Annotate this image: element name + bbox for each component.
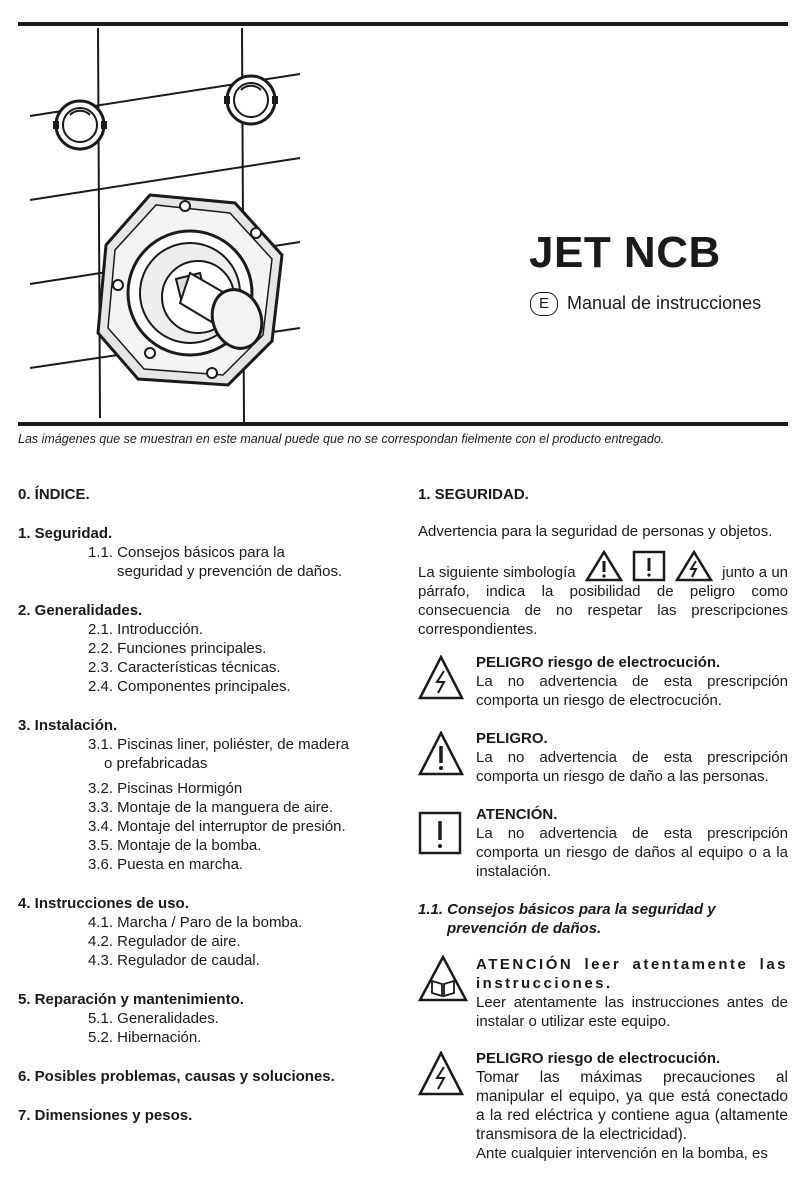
toc-section-1 (18, 524, 388, 581)
symbology-paragraph (418, 548, 788, 639)
toc-item[interactable]: 4.1. Marcha / Paro de la bomba. (88, 914, 303, 931)
image-disclaimer: Las imágenes que se muestran en este manual puede que no se correspondan fielmente con el producto entregado. (18, 432, 665, 446)
language-badge: E (530, 292, 558, 316)
toc-section-3 (18, 716, 388, 874)
toc-item[interactable]: 5.1. Generalidades. (88, 1010, 219, 1027)
toc-item[interactable]: 2.3. Características técnicas. (88, 659, 281, 676)
toc-heading[interactable]: 3. Instalación. (18, 717, 118, 734)
toc-item[interactable]: 2.2. Funciones principales. (88, 640, 267, 657)
air-button-right (224, 76, 278, 124)
high-voltage-warning-icon (418, 655, 464, 701)
toc-item-continued[interactable]: o prefabricadas (104, 755, 208, 772)
exclamation-triangle-icon (418, 731, 464, 777)
symbology-after: junto a un (722, 564, 788, 581)
advice-electrocution (418, 1049, 788, 1169)
warning-title: PELIGRO riesgo de electrocución. (476, 654, 721, 671)
manual-subtitle: Manual de instrucciones (567, 293, 762, 313)
toc-item[interactable]: 4.2. Regulador de aire. (88, 933, 241, 950)
open-book-warning-icon (418, 955, 468, 1003)
warning-electrocution (418, 653, 788, 713)
toc-section-5 (18, 990, 388, 1047)
warning-text: La no advertencia de esta prescripción comporta un riesgo de daño a las personas. (476, 749, 788, 785)
toc-heading[interactable]: 6. Posibles problemas, causas y soluciones. (18, 1068, 335, 1085)
top-rule (18, 22, 788, 26)
subsection-title (418, 900, 788, 938)
safety-title: 1. SEGURIDAD. (418, 486, 529, 503)
advice-read-instructions (418, 955, 788, 1035)
warning-title: ATENCIÓN. (476, 806, 558, 823)
warning-text: La no advertencia de esta prescripción comporta un riesgo de electrocución. (476, 673, 788, 709)
toc-section-2 (18, 601, 388, 696)
advice-text: Tomar las máximas precauciones al manipular el equipo, ya que está conectado a la red eléctrica y contiene agua (altamente transmisora de la electricidad). (476, 1069, 788, 1143)
toc-item[interactable]: 3.6. Puesta en marcha. (88, 856, 244, 873)
symbology-rest: párrafo, indica la posibilidad de peligro como consecuencia de no respetar las prescripciones correspondientes. (418, 583, 788, 638)
advice-title: ATENCIÓN leer atentamente las instrucciones. (476, 956, 788, 992)
toc-heading[interactable]: 5. Reparación y mantenimiento. (18, 991, 244, 1008)
warning-text: La no advertencia de esta prescripción comporta un riesgo de daños al equipo o a la instalación. (476, 825, 788, 880)
toc-item[interactable]: 2.1. Introducción. (88, 621, 204, 638)
advice-title: PELIGRO riesgo de electrocución. (476, 1050, 721, 1067)
exclamation-square-icon (418, 811, 462, 855)
toc-section-7 (18, 1106, 388, 1125)
subsection-title-line2: prevención de daños. (447, 920, 602, 937)
warning-title: PELIGRO. (476, 730, 548, 747)
subsection-title-line1: 1.1. Consejos básicos para la seguridad y (418, 901, 716, 918)
toc-item[interactable]: 3.2. Piscinas Hormigón (88, 780, 243, 797)
exclamation-triangle-icon (585, 550, 623, 582)
safety-intro: Advertencia para la seguridad de personas y objetos. (418, 523, 773, 540)
toc-item[interactable]: 3.3. Montaje de la manguera de aire. (88, 799, 334, 816)
product-title: JET NCB (529, 228, 721, 277)
high-voltage-warning-icon (675, 550, 713, 582)
toc-item[interactable]: 3.1. Piscinas liner, poliéster, de madera (88, 736, 349, 753)
toc-item[interactable]: 1.1. Consejos básicos para la (88, 544, 285, 561)
toc-item[interactable]: 4.3. Regulador de caudal. (88, 952, 260, 969)
toc-heading[interactable]: 1. Seguridad. (18, 525, 113, 542)
symbology-before: La siguiente simbología (418, 564, 576, 581)
table-of-contents (18, 485, 388, 1125)
toc-item[interactable]: 3.5. Montaje de la bomba. (88, 837, 262, 854)
exclamation-square-icon (632, 550, 666, 582)
toc-item[interactable]: 5.2. Hibernación. (88, 1029, 202, 1046)
header-bottom-rule (18, 422, 788, 426)
advice-text: Leer atentamente las instrucciones antes de instalar o utilizar este equipo. (476, 994, 788, 1030)
toc-section-4 (18, 894, 388, 970)
toc-heading[interactable]: 4. Instrucciones de uso. (18, 895, 189, 912)
toc-item[interactable]: 3.4. Montaje del interruptor de presión. (88, 818, 346, 835)
toc-item-continued[interactable]: seguridad y prevención de daños. (117, 563, 343, 580)
warning-danger (418, 729, 788, 789)
index-title: 0. ÍNDICE. (18, 486, 90, 503)
toc-item[interactable]: 2.4. Componentes principales. (88, 678, 291, 695)
toc-heading[interactable]: 7. Dimensiones y pesos. (18, 1107, 193, 1124)
advice-text-continued: Ante cualquier intervención en la bomba, es (476, 1145, 768, 1162)
warning-attention (418, 805, 788, 885)
high-voltage-warning-icon (418, 1051, 464, 1097)
toc-heading[interactable]: 2. Generalidades. (18, 602, 143, 619)
air-button-left (53, 101, 107, 149)
main-flange (98, 195, 282, 385)
product-illustration (20, 28, 320, 423)
toc-section-6 (18, 1067, 388, 1086)
